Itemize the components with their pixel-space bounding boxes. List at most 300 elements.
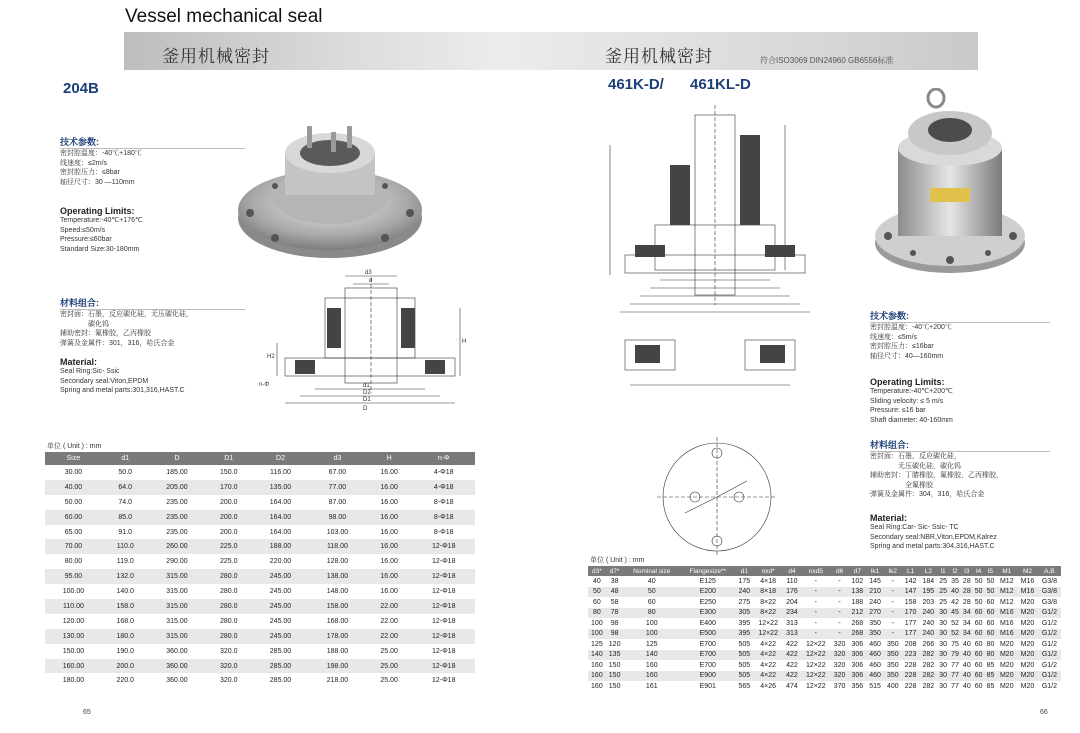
column-header: d3* [588,566,606,576]
table-cell: 158 [904,598,917,606]
table-cell: 305 [735,608,753,619]
table-cell: M20 [996,650,1017,661]
table-cell: 135 [606,650,624,661]
table-cell: 200.0 [219,498,238,506]
table-cell: 8-Φ18 [433,528,454,536]
text-line: 线速度：≤5m/s [870,333,918,341]
text-line: 弹簧及金属件：304，316，哈氏合金 [870,491,985,498]
table-cell: M16 [1020,577,1035,585]
table-cell: 282 [919,671,937,682]
text-line: Pressure: ≤16 bar [870,407,926,414]
column-header: D [149,452,206,465]
band-title-left: 釜用机械密封 [162,47,270,66]
table-cell: 30 [939,619,948,627]
text-line: 辅助密封：丁腈橡胶，氟橡胶，乙丙橡胶， [870,472,1003,479]
table-cell: G3/8 [1041,577,1057,585]
table-row [588,597,1061,608]
table-cell: 130.00 [45,629,102,644]
table-cell: 160 [591,661,603,669]
table-cell: 315.00 [166,588,188,596]
table-cell: 245.00 [252,569,309,584]
right-limits [870,377,1050,425]
text-line: Secondary seal:Viton,EPDM [60,377,149,385]
table-cell: 184 [922,577,935,585]
table-cell: 45 [949,608,961,619]
material-en-heading: Material: [60,357,98,367]
table-cell: 40 [961,650,973,661]
table-cell: 176 [783,587,801,598]
material-heading: 材料组合: [60,298,99,308]
table-cell: 30 [939,682,948,690]
table-cell: M20 [1020,661,1035,669]
table-cell: 12×22 [805,640,826,648]
table-cell: 80 [624,608,681,619]
column-header: d1 [735,566,753,576]
material-en-list-right [870,523,1050,552]
table-cell: 80 [986,640,995,648]
drawing-label-h: H [462,339,467,345]
table-cell: 164.00 [269,498,292,506]
table-row [588,629,1061,640]
table-cell: 119.0 [116,558,134,566]
table-cell: 198.00 [309,659,366,674]
table-cell: 38 [610,577,619,585]
table-cell: 306 [851,661,864,669]
table-cell: 161 [645,682,658,690]
material-en-list [60,367,245,396]
table-cell: 188 [851,598,864,606]
text-line: Speed:≤50m/s [60,226,106,234]
table-cell: 320.0 [205,659,252,674]
table-cell: 290.00 [166,558,188,566]
table-cell: 168.0 [116,617,134,625]
table-cell: 188.00 [252,539,309,554]
table-cell: 245.00 [252,599,309,614]
column-header: A,B [1038,566,1061,576]
table-cell: 12-Φ18 [431,677,456,685]
table-cell: E900 [680,671,735,682]
table-cell: 185.00 [166,468,188,476]
table-cell: 460 [869,661,881,669]
table-cell: 280.0 [205,629,252,644]
column-header: Flangesize** [680,566,735,576]
table-cell: 80 [588,608,606,619]
table-cell: E700 [699,640,716,648]
table-cell: M20 [1020,682,1035,690]
table-cell: 160 [624,671,681,682]
table-cell: 50 [985,587,997,598]
table-cell: 205.00 [149,480,206,495]
table-cell: - [814,619,817,627]
table-cell: 67.00 [328,468,347,476]
table-cell: 16.00 [380,498,398,506]
table-cell: 565 [738,682,751,690]
table-cell: 422 [783,650,801,661]
table-cell: 505 [738,661,751,669]
table-cell: 225.0 [219,558,238,566]
table-cell: 60 [592,598,601,606]
table-cell: 180.00 [62,677,85,685]
table-cell: 16.00 [380,468,398,476]
table-cell: 315.00 [166,617,188,625]
material-list [60,310,245,348]
table-cell: 270 [866,608,884,619]
table-cell: 260.00 [149,539,206,554]
table-cell: 30 [937,608,949,619]
column-header: d3 [309,452,366,465]
table-cell: 400 [887,682,899,690]
tech-list-right [870,323,1050,361]
table-cell: 40 [592,577,601,585]
table-cell: 505 [738,640,751,648]
table-row [588,681,1061,692]
table-row [588,587,1061,598]
table-cell: 150 [608,682,621,690]
table-cell: 138 [848,587,866,598]
band-title-right: 釜用机械密封 [605,47,713,66]
table-cell: 228 [902,671,920,682]
right-tech-params [870,309,1050,361]
drawing-label-d3: d3 [365,270,372,276]
table-cell: 50 [973,587,985,598]
table-cell: 235.00 [166,498,188,506]
column-header: H [366,452,413,465]
table-cell: 95.00 [45,569,102,584]
table-cell: 285.00 [269,647,292,655]
table-cell: 25.00 [366,659,413,674]
text-line: 密封面：石墨，反应碳化硅，无压碳化硅， [60,311,193,318]
table-cell: 505 [735,671,753,682]
table-cell: 315.00 [149,569,206,584]
table-cell: 22.00 [380,617,398,625]
text-line: 密封腔温度：-40℃+200℃ [870,324,952,331]
table-cell: 70.00 [45,539,102,554]
table-cell: 177 [904,619,917,627]
table-cell: 12-Φ18 [431,558,456,566]
table-cell: 60 [973,650,985,661]
table-cell: 42 [951,598,959,606]
text-line: Seal Ring:Car- Sic- Ssic- TC [870,524,959,531]
table-cell: 164.00 [252,510,309,525]
table-cell: 12-Φ18 [412,659,475,674]
table-cell: E200 [680,587,735,598]
table-cell: G1/2 [1041,661,1057,669]
table-cell: M20 [999,640,1014,648]
material-heading-right: 材料组合: [870,440,909,450]
table-row [588,671,1061,682]
table-cell: 100 [588,629,606,640]
product-photo-461 [868,88,1033,278]
table-cell: 77 [951,661,959,669]
table-cell: 147 [902,587,920,598]
table-cell: 78 [606,608,624,619]
table-cell: 60 [985,608,997,619]
text-line: 密封面：石墨，反应碳化硅， [870,453,961,460]
text-line: 线速度：≤2m/s [60,159,108,167]
tech-heading: 技术参数: [60,137,99,147]
column-header: l3 [961,566,973,576]
table-row [588,639,1061,650]
table-cell: 12-Φ18 [431,617,456,625]
text-line: 密封腔温度：-40℃+180℃ [60,150,142,157]
table-cell: 40 [962,661,971,669]
table-cell: 58 [610,598,619,606]
table-cell: 30 [939,640,948,648]
table-row [45,569,475,584]
table-cell: 98 [606,629,624,640]
table-cell: 135.00 [252,480,309,495]
table-cell: 313 [786,619,798,627]
drawing-label-n-phi: n-Φ [259,382,270,388]
table-cell: 25 [939,598,948,606]
table-cell: M16 [996,629,1017,640]
table-cell: - [891,577,895,585]
table-cell: 12×22 [801,650,831,661]
text-line: Secondary seal:NBR,Viton,EPDM,Kalrez [870,533,997,541]
table-cell: 320.0 [219,647,238,655]
table-cell: 34 [961,608,973,619]
table-cell: 40 [949,587,961,598]
table-cell: 98 [610,619,619,627]
table-row [588,650,1061,661]
table-cell: 4×22 [760,661,777,669]
table-cell: 315.00 [149,599,206,614]
table-cell: 285.00 [252,659,309,674]
table-cell: 140.0 [116,588,134,596]
table-cell: 158.0 [102,599,149,614]
table-cell: 360.00 [166,677,188,685]
table-cell: 16.00 [366,539,413,554]
table-cell: 280.0 [219,588,238,596]
table-cell: 150 [608,661,621,669]
table-cell: 80.00 [64,558,83,566]
table-cell: 12-Φ18 [412,569,475,584]
table-cell: 210 [866,587,884,598]
table-cell: 4×22 [753,671,783,682]
table-cell: 22.00 [366,599,413,614]
column-header: l5 [985,566,997,576]
table-cell: 320.0 [219,677,238,685]
table-cell: G1/2 [1041,682,1057,690]
table-cell: 77 [951,682,959,690]
tech-heading-right: 技术参数: [870,311,909,321]
table-row [45,554,475,569]
table-cell: 65.00 [64,528,83,536]
table-cell: E500 [680,629,735,640]
table-cell: 30.00 [64,468,83,476]
table-cell: 228 [904,661,917,669]
text-line: 密封腔压力：≤8bar [60,169,120,176]
table-cell: - [838,598,841,606]
table-row [45,599,475,614]
unit-label-right: 单位 ( Unit ) : mm [590,557,645,564]
table-cell: 34 [961,629,973,640]
table-cell: 150 [606,671,624,682]
table-cell: 25.00 [380,647,398,655]
column-header: M1 [996,566,1017,576]
table-cell: 320 [831,671,849,682]
table-row [45,495,475,510]
table-cell: 306 [848,671,866,682]
table-cell: 200.0 [102,659,149,674]
table-cell: 35 [951,577,959,585]
table-cell: 16.00 [380,558,398,566]
table-row [45,480,475,495]
material-en-heading-right: Material: [870,513,908,523]
tech-list [60,149,245,187]
table-cell: 505 [735,650,753,661]
table-cell: 40 [961,671,973,682]
table-cell: M12 [996,587,1017,598]
table-cell: M20 [1017,608,1038,619]
table-cell: M16 [999,619,1014,627]
table-cell: 50.00 [64,498,83,506]
table-cell: 225.0 [205,539,252,554]
table-cell: 85 [986,682,995,690]
table-cell: 132.0 [102,569,149,584]
table-cell: G1/2 [1038,608,1061,619]
table-cell: 8×22 [760,598,777,606]
table-cell: 140 [624,650,681,661]
table-cell: 306 [848,650,866,661]
technical-drawing-204b [255,268,470,433]
table-cell: 320 [833,661,846,669]
table-cell: - [891,598,895,606]
table-row [45,510,475,525]
text-line: 碳化钨 [60,320,109,328]
table-cell: E700 [699,661,716,669]
table-cell: 30 [937,650,949,661]
table-cell: 60 [986,598,995,606]
table-cell: 50 [974,577,983,585]
size-table-204b [45,452,475,688]
table-cell: M20 [996,671,1017,682]
table-cell: 91.0 [118,528,133,536]
table-cell: 50.0 [118,468,133,476]
table-cell: 80 [985,650,997,661]
table-cell: 102 [851,577,864,585]
table-cell: 79 [949,650,961,661]
table-cell: 98.00 [309,510,366,525]
table-cell: - [831,608,849,619]
table-cell: 60 [973,608,985,619]
table-cell: 285.00 [269,677,292,685]
table-cell: E400 [699,619,716,627]
table-cell: 22.00 [366,629,413,644]
table-cell: 103.00 [326,528,349,536]
table-row [45,539,475,554]
table-cell: 120 [608,640,621,648]
table-cell: 245.00 [269,617,292,625]
table-row [45,629,475,644]
right-material-en [870,513,1050,552]
table-cell: - [814,577,817,585]
table-cell: 125 [591,640,603,648]
table-cell: E901 [699,682,716,690]
table-cell: 313 [783,629,801,640]
table-cell: M12 [999,598,1014,606]
text-line: Spring and metal parts:301,316,HAST.C [60,387,185,394]
table-cell: 110.0 [102,539,149,554]
table-cell: 100 [591,619,603,627]
table-cell: 282 [922,682,935,690]
table-cell: 34 [962,619,971,627]
column-header: Nominal size [624,566,681,576]
table-cell: 280.0 [205,569,252,584]
table-cell: 8-Φ18 [412,510,475,525]
table-cell: 145 [869,577,881,585]
table-cell: 195 [919,587,937,598]
table-cell: E700 [680,650,735,661]
table-cell: 50 [624,587,681,598]
table-cell: 12×22 [801,671,831,682]
left-tech-params [60,135,245,187]
table-cell: 160 [588,671,606,682]
column-header: Size [45,452,102,465]
table-cell: 177 [902,629,920,640]
table-cell: M20 [1017,671,1038,682]
table-cell: 142 [904,577,917,585]
table-cell: 30 [937,671,949,682]
table-cell: 315.00 [149,629,206,644]
table-cell: 150.00 [62,647,85,655]
table-cell: 190.0 [116,647,134,655]
table-cell: 220.0 [116,677,134,685]
table-cell: 200.0 [205,510,252,525]
table-cell: 52 [949,629,961,640]
table-cell: 25 [937,587,949,598]
table-cell: 120.00 [62,617,85,625]
table-cell: - [831,629,849,640]
text-line: Shaft diameter: 40-160mm [870,416,953,424]
table-cell: G3/8 [1041,598,1057,606]
table-cell: 125 [645,640,658,648]
right-material-cn [870,438,1050,500]
limits-list [60,216,245,254]
table-cell: 280.0 [205,599,252,614]
table-cell: 223 [902,650,920,661]
table-cell: 350 [884,671,902,682]
table-row [45,673,475,688]
table-cell: 175 [738,577,751,585]
table-cell: 360.00 [149,659,206,674]
table-cell: 150.0 [219,468,238,476]
column-header: L1 [902,566,920,576]
table-cell: 188.00 [326,647,349,655]
table-cell: 118.00 [309,539,366,554]
table-cell: E300 [680,608,735,619]
column-header: M2 [1017,566,1038,576]
table-cell: 164.00 [269,528,292,536]
table-cell: 268 [851,619,864,627]
column-header: D2 [252,452,309,465]
table-cell: 87.00 [328,498,347,506]
table-cell: 110.00 [45,599,102,614]
table-cell: 12×22 [805,661,826,669]
table-cell: 245.00 [252,629,309,644]
table-cell: M12 [999,577,1014,585]
table-cell: 48 [606,587,624,598]
table-cell: 306 [851,640,864,648]
table-cell: 235.00 [149,510,206,525]
table-cell: 220.00 [269,558,292,566]
table-cell: 515 [869,682,881,690]
table-cell: 116.00 [270,468,291,476]
table-cell: 360.00 [166,647,188,655]
table-cell: M20 [1020,598,1035,606]
table-cell: 240 [735,587,753,598]
table-cell: 30 [939,661,948,669]
